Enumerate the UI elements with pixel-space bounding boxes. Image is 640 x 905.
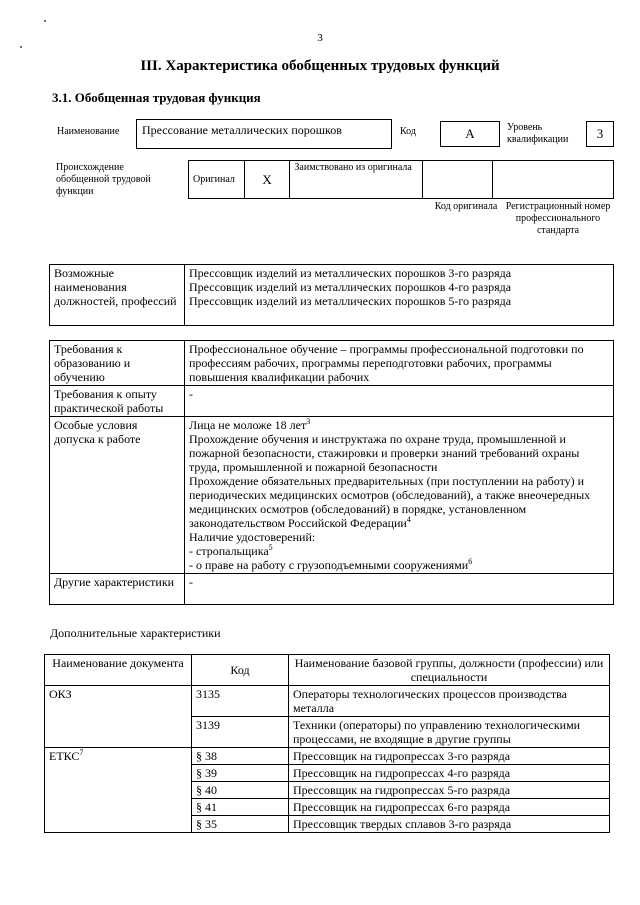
- borrowed-label: Заимствовано из оригинала: [290, 161, 423, 199]
- col-code-header: Код: [192, 655, 289, 686]
- code-box: [440, 121, 500, 147]
- code-original-cell: [423, 161, 493, 199]
- etks-name: Прессовщик твердых сплавов 3-го разряда: [289, 816, 610, 833]
- original-label: Оригинал: [189, 161, 245, 199]
- etks-code: § 39: [192, 765, 289, 782]
- additional-heading: Дополнительные характеристики: [50, 626, 221, 640]
- etks-code: § 38: [192, 748, 289, 765]
- positions-table: [49, 264, 614, 326]
- level-box: [586, 121, 614, 147]
- okz-label: ОКЗ: [45, 686, 192, 748]
- okz-code: 3139: [192, 717, 289, 748]
- level-value: 3: [596, 126, 604, 141]
- special-label: Особые условия допуска к работе: [50, 417, 185, 574]
- code-original-caption: Код оригинала: [434, 201, 498, 212]
- col-name-header: Наименование базовой группы, должности (профессии) или специальности: [289, 655, 610, 686]
- special-values: [185, 417, 614, 574]
- special-medical: Прохождение обязательных предварительных (при поступлении на работу) и периодических медицинских осмотров (обследований), а также внеочередных медицинских осмотров (обследований) в порядке, установленном законодательством Российской Федерации$^4$: [189, 474, 591, 530]
- additional-table: [44, 654, 610, 833]
- special-age: Лица не моложе 18 лет$^3$: [189, 417, 311, 432]
- special-training: Прохождение обучения и инструктажа по охране труда, промышленной и пожарной безопасности, стажировки и проверки знаний требований охраны труда, промышленной и пожарной безопасности: [189, 432, 580, 474]
- okz-name: Операторы технологических процессов производства металла: [289, 686, 610, 717]
- okz-name: Техники (операторы) по управлению технологическими процессами, не входящие в другие группы: [289, 717, 610, 748]
- position-item: Прессовщик изделий из металлических порошков 4-го разряда: [189, 280, 512, 294]
- special-cert2: - о праве на работу с грузоподъемными сооружениями$^6$: [189, 557, 473, 572]
- other-label: Другие характеристики: [50, 574, 185, 605]
- col-doc-header: Наименование документа: [45, 655, 192, 686]
- code-label: Код: [400, 126, 416, 137]
- reg-number-cell: [493, 161, 614, 199]
- okz-code: 3135: [192, 686, 289, 717]
- special-cert1: - стропальщика$^5$: [189, 543, 273, 558]
- name-value: Прессование металлических порошков: [142, 123, 342, 137]
- etks-label: ЕТКС$^7$: [45, 748, 192, 833]
- position-item: Прессовщик изделий из металлических порошков 3-го разряда: [189, 266, 512, 280]
- etks-name: Прессовщик на гидропрессах 4-го разряда: [289, 765, 610, 782]
- etks-name: Прессовщик на гидропрессах 3-го разряда: [289, 748, 610, 765]
- code-value: A: [465, 126, 475, 141]
- etks-name: Прессовщик на гидропрессах 6-го разряда: [289, 799, 610, 816]
- education-label: Требования к образованию и обучению: [50, 341, 185, 386]
- experience-value: -: [185, 386, 614, 417]
- other-value: -: [185, 574, 614, 605]
- education-value: Профессиональное обучение – программы профессиональной подготовки по профессиям рабочих, программы переподготовки рабочих, программы повышения квалификации рабочих: [185, 341, 614, 386]
- level-label: Уровень квалификации: [507, 122, 569, 145]
- positions-label: Возможные наименования должностей, профессий: [50, 265, 185, 326]
- section-title: III. Характеристика обобщенных трудовых функций: [140, 58, 500, 74]
- etks-code: § 40: [192, 782, 289, 799]
- page-number: 3: [317, 32, 323, 44]
- original-mark: X: [244, 161, 290, 199]
- name-box: [136, 119, 392, 149]
- reg-number-caption: Регистрационный номер профессионального стандарта: [505, 201, 611, 236]
- etks-name: Прессовщик на гидропрессах 5-го разряда: [289, 782, 610, 799]
- scan-dot: [44, 20, 46, 22]
- positions-values: [185, 265, 614, 326]
- subsection-title: 3.1. Обобщенная трудовая функция: [52, 90, 261, 105]
- etks-code: § 41: [192, 799, 289, 816]
- origin-table: [188, 160, 614, 199]
- requirements-table: [49, 340, 614, 605]
- name-label: Наименование: [57, 126, 120, 137]
- special-certs: Наличие удостоверений:: [189, 530, 316, 544]
- scan-dot: [20, 46, 22, 48]
- experience-label: Требования к опыту практической работы: [50, 386, 185, 417]
- origin-label: Происхождение обобщенной трудовой функции: [56, 162, 151, 197]
- position-item: Прессовщик изделий из металлических порошков 5-го разряда: [189, 294, 512, 308]
- etks-code: § 35: [192, 816, 289, 833]
